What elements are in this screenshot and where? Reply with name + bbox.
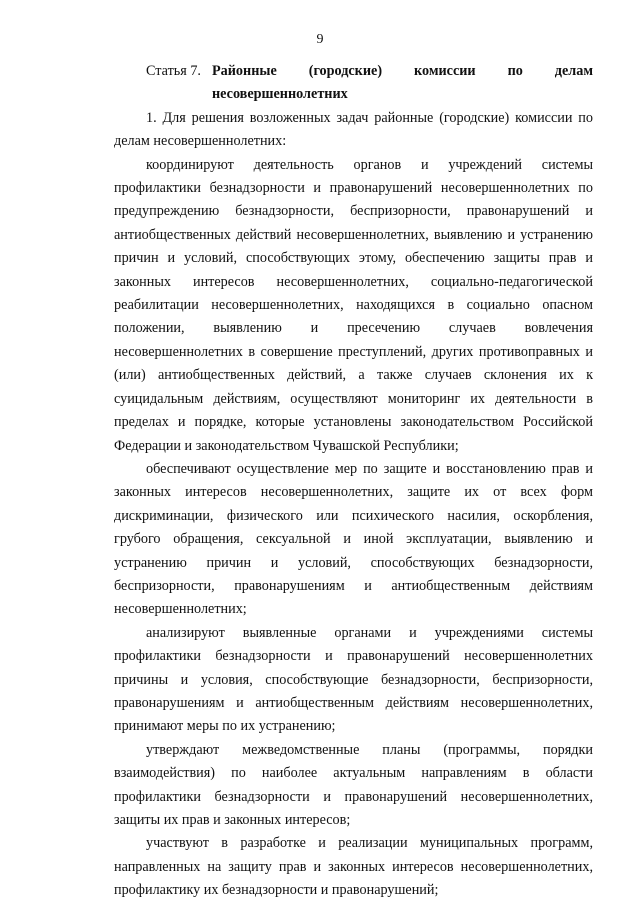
article-heading [114,60,593,107]
paragraph: 1. Для решения возложенных задач районные (городские) комиссии по делам несовершеннолетних: [114,109,593,150]
paragraph: координируют деятельность органов и учреждений системы профилактики безнадзорности и правонарушений несовершеннолетних по предупреждению безнадзорности, беспризорности, правонарушений и антиобщественных действий несовершеннолетних, выявлению и устранению причин и условий, способствующих этому, обеспечению защиты прав и законных интересов несовершеннолетних, социально-педагогической реабилитации несовершеннолетних, находящихся в социально опасном положении, выявлению и пресечению случаев вовлечения несовершеннолетних в совершение преступлений, других противоправных и (или) антиобщественных действий, а также случаев склонения их к суицидальным действиям, осуществляют мониторинг их деятельности в пределах и порядке, которые установлены законодательством Российской Федерации и законодательством Чувашской Республики; [114,156,593,454]
document-body [114,60,593,903]
article-label: Статья 7. [146,63,201,79]
paragraph: обеспечивают осуществление мер по защите и восстановлению прав и законных интересов несовершеннолетних, защите их от всех форм дискриминации, физического или психического насилия, оскорбления, грубого обращения, сексуальной и иной эксплуатации, выявлению и устранению причин и условий, способствующих безнадзорности, беспризорности, правонарушениям и антиобщественным действиям несовершеннолетних; [114,460,593,618]
page-number: 9 [316,32,324,47]
paragraph: анализируют выявленные органами и учреждениями системы профилактики безнадзорности и правонарушений несовершеннолетних причины и условия, способствующие безнадзорности, беспризорности, правонарушениям и антиобщественным действиям несовершеннолетних, принимают меры по их устранению; [114,624,593,735]
article-title: Районные (городские) комиссии по делам несовершеннолетних [212,63,593,103]
paragraph: утверждают межведомственные планы (программы, порядки взаимодействия) по наиболее актуальным направлениям в области профилактики безнадзорности и правонарушений несовершеннолетних, защиты их прав и законных интересов; [114,741,593,828]
paragraph: участвуют в разработке и реализации муниципальных программ, направленных на защиту прав и законных интересов несовершеннолетних, профилактику их безнадзорности и правонарушений; [114,835,593,899]
